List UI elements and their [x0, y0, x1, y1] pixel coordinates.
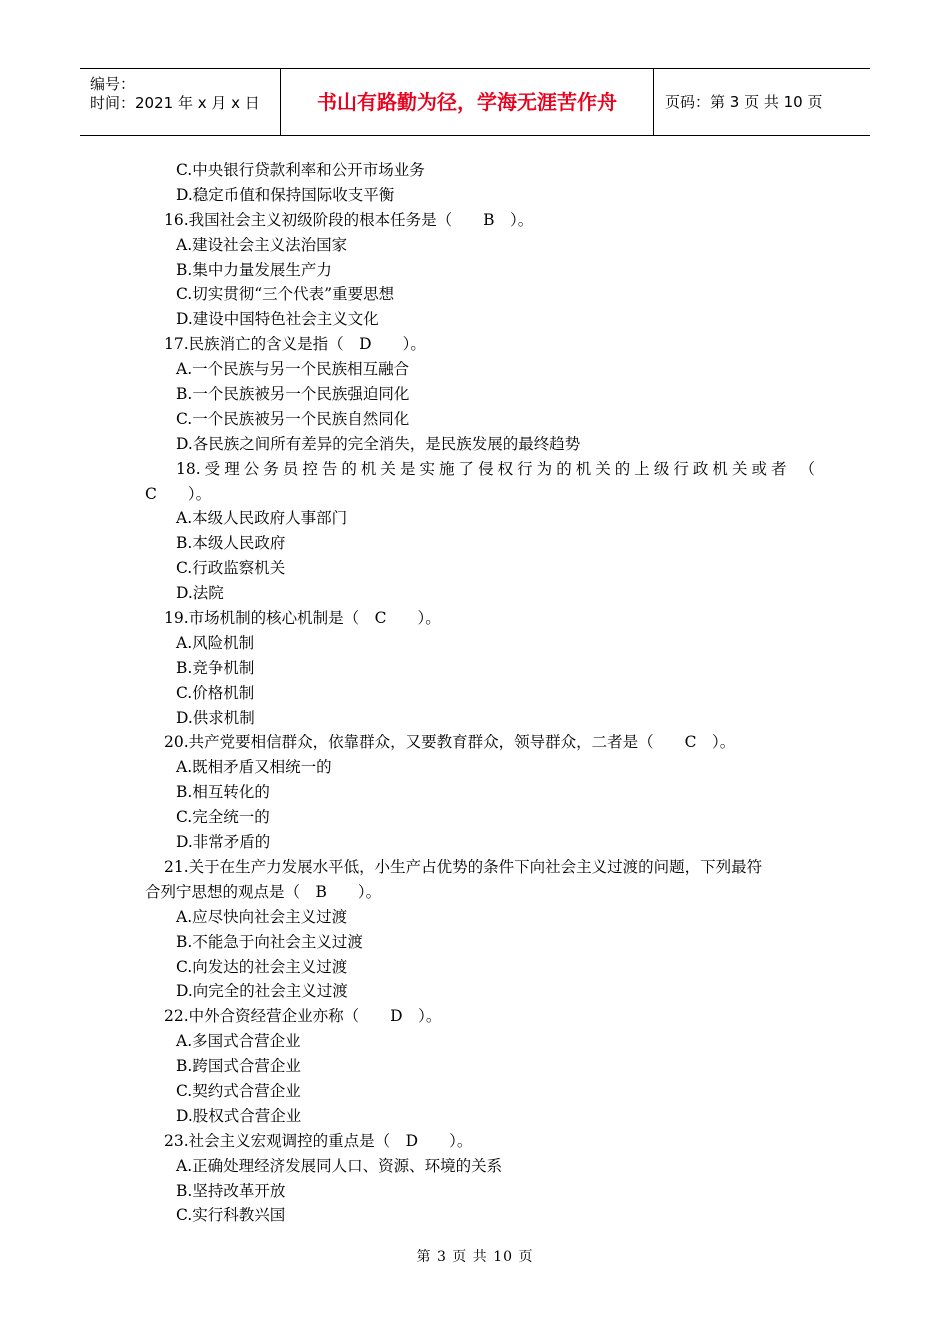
question-line: 23.社会主义宏观调控的重点是（ D ）。: [164, 1131, 473, 1150]
option-line: B.跨国式合营企业: [176, 1057, 301, 1076]
option-line: A.应尽快向社会主义过渡: [176, 907, 348, 926]
header-info-cell: [80, 69, 281, 135]
option-line: D.向完全的社会主义过渡: [176, 982, 348, 1001]
serial-label: 编号：: [90, 75, 136, 93]
page-header: [80, 68, 870, 136]
option-line: D.非常矛盾的: [176, 833, 271, 852]
option-line: D.法院: [176, 584, 224, 603]
question-line: 19.市场机制的核心机制是（ C ）。: [164, 609, 441, 628]
option-line: D.供求机制: [176, 708, 255, 727]
option-line: B.集中力量发展生产力: [176, 260, 332, 279]
option-line: C.切实贯彻“三个代表”重要思想: [176, 285, 395, 304]
date-label: 时间：2021 年 x 月 x 日: [90, 94, 260, 112]
option-line: B.不能急于向社会主义过渡: [176, 932, 363, 951]
option-line: B.竞争机制: [176, 658, 255, 677]
question-line: 17.民族消亡的含义是指（ D ）。: [164, 335, 426, 354]
question-line: 21.关于在生产力发展水平低，小生产占优势的条件下向社会主义过渡的问题，下列最符: [164, 857, 763, 876]
option-line: B.本级人民政府: [176, 534, 286, 553]
option-line: D.股权式合营企业: [176, 1106, 302, 1125]
option-line: D.各民族之间所有差异的完全消失，是民族发展的最终趋势: [176, 434, 581, 453]
option-line: B.一个民族被另一个民族强迫同化: [176, 385, 410, 404]
question-continuation-line: C ）。: [145, 484, 212, 503]
option-line: D.建设中国特色社会主义文化: [176, 310, 379, 329]
option-line: B.相互转化的: [176, 783, 270, 802]
option-line: A.一个民族与另一个民族相互融合: [176, 360, 410, 379]
question-line: 22.中外合资经营企业亦称（ D ）。: [164, 1007, 442, 1026]
motto-banner: 书山有路勤为径，学海无涯苦作舟: [281, 69, 654, 135]
option-line: C.一个民族被另一个民族自然同化: [176, 409, 410, 428]
option-line: D.稳定币值和保持国际收支平衡: [176, 185, 395, 204]
option-line: C.实行科教兴国: [176, 1206, 286, 1225]
page-number-label: 页码：第 3 页 共 10 页: [665, 93, 823, 111]
option-line: C.契约式合营企业: [176, 1081, 301, 1100]
question-line: 18.受理公务员控告的机关是实施了侵权行为的机关的上级行政机关或者 （: [176, 459, 815, 478]
question-list: [145, 158, 815, 1228]
question-line: 16.我国社会主义初级阶段的根本任务是（ B ）。: [164, 210, 534, 229]
option-line: C.中央银行贷款利率和公开市场业务: [176, 161, 425, 179]
option-line: A.既相矛盾又相统一的: [176, 758, 332, 777]
option-line: A.本级人民政府人事部门: [176, 509, 348, 528]
question-continuation-line: 合列宁思想的观点是（ B ）。: [145, 882, 382, 901]
option-line: C.完全统一的: [176, 808, 270, 827]
option-line: A.风险机制: [176, 633, 255, 652]
option-line: B.坚持改革开放: [176, 1181, 286, 1200]
option-line: C.行政监察机关: [176, 559, 286, 578]
option-line: C.价格机制: [176, 683, 255, 702]
page-footer: 第 3 页 共 10 页: [416, 1249, 534, 1265]
question-line: 20.共产党要相信群众，依靠群众，又要教育群众，领导群众，二者是（ C ）。: [164, 733, 736, 752]
option-line: C.向发达的社会主义过渡: [176, 957, 348, 976]
option-line: A.建设社会主义法治国家: [176, 235, 348, 254]
option-line: A.多国式合营企业: [176, 1032, 301, 1051]
option-line: A.正确处理经济发展同人口、资源、环境的关系: [176, 1156, 503, 1175]
